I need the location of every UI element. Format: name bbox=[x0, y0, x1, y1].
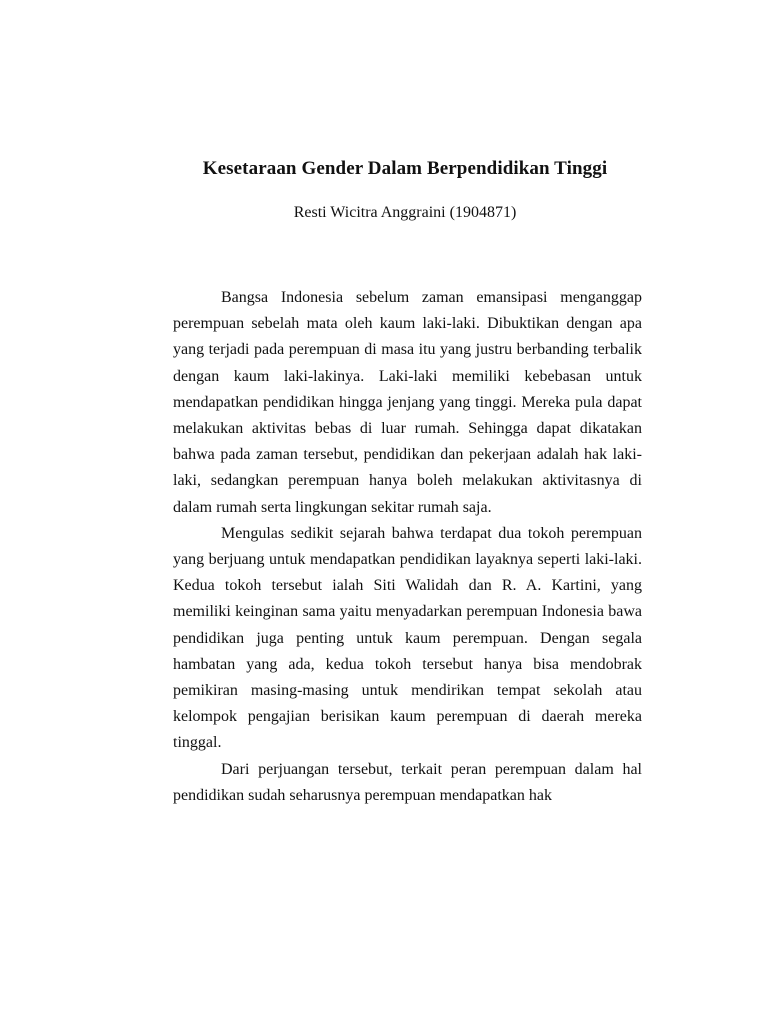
paragraph: Mengulas sedikit sejarah bahwa terdapat dua tokoh perempuan yang berjuang untuk mendapatkan pendidikan layaknya seperti laki-laki. Kedua tokoh tersebut ialah Siti Walidah dan R. A. Kartini, yang memiliki keinginan sama yaitu menyadarkan perempuan Indonesia bawa pendidikan juga penting untuk kaum perempuan. Dengan segala hambatan yang ada, kedua tokoh tersebut hanya bisa mendobrak pemikiran masing-masing untuk mendirikan tempat sekolah atau kelompok pengajian berisikan kaum perempuan di daerah mereka tinggal. bbox=[173, 524, 642, 752]
document-title: Kesetaraan Gender Dalam Berpendidikan Tinggi bbox=[202, 158, 608, 179]
document-body bbox=[173, 285, 642, 809]
paragraph: Bangsa Indonesia sebelum zaman emansipasi menganggap perempuan sebelah mata oleh kaum laki-laki. Dibuktikan dengan apa yang terjadi pada perempuan di masa itu yang justru berbanding terbalik dengan kaum laki-lakinya. Laki-laki memiliki kebebasan untuk mendapatkan pendidikan hingga jenjang yang tinggi. Mereka pula dapat melakukan aktivitas bebas di luar rumah. Sehingga dapat dikatakan bahwa pada zaman tersebut, pendidikan dan pekerjaan adalah hak laki-laki, sedangkan perempuan hanya boleh melakukan aktivitasnya di dalam rumah serta lingkungan sekitar rumah saja. bbox=[173, 289, 642, 516]
document-author: Resti Wicitra Anggraini (1904871) bbox=[293, 204, 517, 221]
paragraph: Dari perjuangan tersebut, terkait peran perempuan dalam hal pendidikan sudah seharusnya perempuan mendapatkan hak bbox=[173, 760, 642, 804]
